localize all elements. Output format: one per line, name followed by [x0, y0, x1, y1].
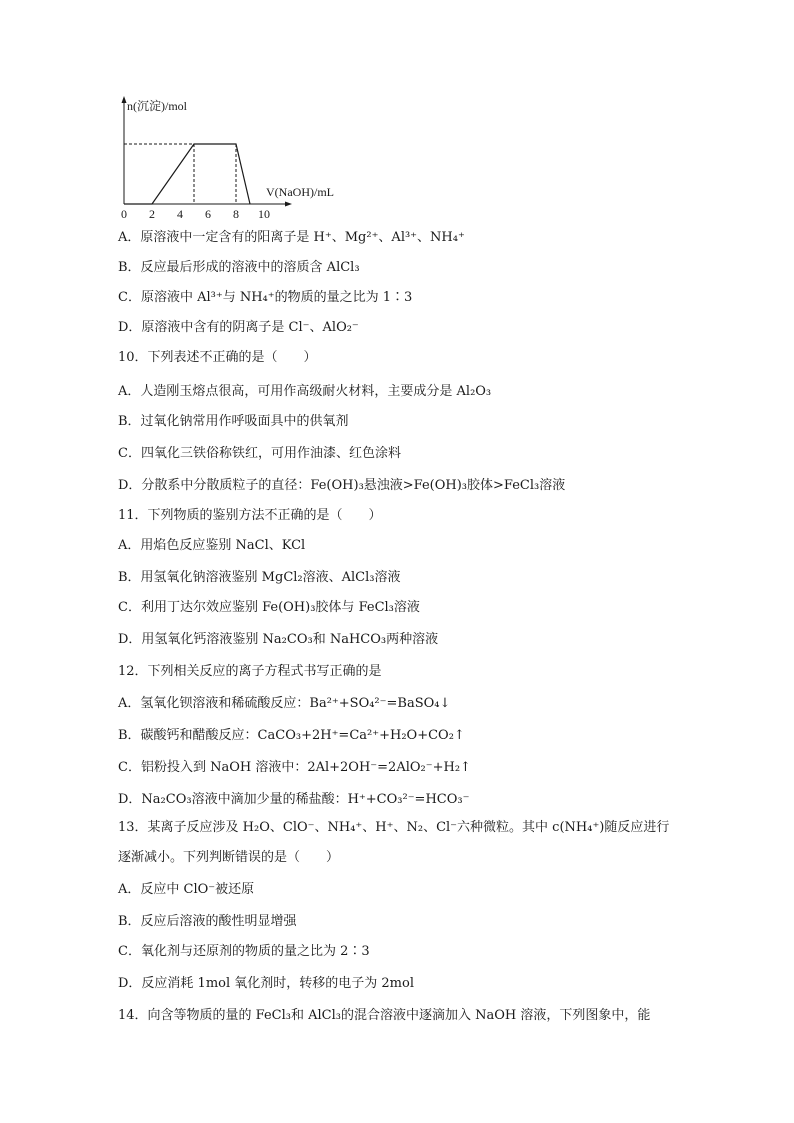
text-line: A．用焰色反应鉴别 NaCl、KCl	[118, 538, 306, 553]
text-line: 11．下列物质的鉴别方法不正确的是（ ）	[118, 508, 382, 523]
text-line: B．反应后溶液的酸性明显增强	[118, 914, 297, 929]
x-tick-label: 10	[258, 207, 270, 221]
x-tick-labels	[121, 207, 270, 221]
text-line: D．原溶液中含有的阴离子是 Cl⁻、AlO₂⁻	[118, 320, 359, 335]
dashed-guides	[124, 144, 236, 204]
x-axis-arrow	[285, 202, 292, 207]
text-line: A．原溶液中一定含有的阳离子是 H⁺、Mg²⁺、Al³⁺、NH₄⁺	[118, 230, 465, 245]
text-line: D．反应消耗 1mol 氧化剂时，转移的电子为 2mol	[118, 976, 414, 991]
x-tick-label: 2	[149, 207, 155, 221]
x-tick-label: 0	[121, 207, 127, 221]
text-line: D．用氢氧化钙溶液鉴别 Na₂CO₃和 NaHCO₃两种溶液	[118, 632, 439, 647]
text-line: B．碳酸钙和醋酸反应：CaCO₃+2H⁺=Ca²⁺+H₂O+CO₂↑	[118, 728, 465, 743]
text-line: 10．下列表述不正确的是（ ）	[118, 350, 317, 365]
text-line: A．氢氧化钡溶液和稀硫酸反应：Ba²⁺+SO₄²⁻=BaSO₄↓	[118, 696, 451, 711]
text-line: A．反应中 ClO⁻被还原	[118, 882, 255, 897]
precipitate-curve	[124, 144, 250, 204]
text-line: B．过氧化钠常用作呼吸面具中的供氧剂	[118, 414, 349, 429]
text-line: B．反应最后形成的溶液中的溶质含 AlCl₃	[118, 260, 360, 275]
y-axis-label: n(沉淀)/mol	[127, 99, 187, 113]
text-line: 逐渐减小。下列判断错误的是（ ）	[118, 850, 340, 865]
x-tick-label: 4	[177, 207, 183, 221]
text-line: 12．下列相关反应的离子方程式书写正确的是	[118, 664, 382, 679]
text-line: D．分散系中分散质粒子的直径：Fe(OH)₃悬浊液>Fe(OH)₃胶体>FeCl₃溶液	[118, 478, 566, 493]
y-axis-arrow	[122, 96, 127, 103]
text-line: C．氧化剂与还原剂的物质的量之比为 2∶3	[118, 944, 370, 959]
x-axis-label: V(NaOH)/mL	[266, 185, 334, 199]
text-line: C．四氧化三铁俗称铁红，可用作油漆、红色涂料	[118, 446, 401, 461]
text-line: 13．某离子反应涉及 H₂O、ClO⁻、NH₄⁺、H⁺、N₂、Cl⁻六种微粒。其中 c(NH₄⁺)随反应进行	[118, 820, 670, 835]
x-tick-label: 6	[205, 207, 211, 221]
text-line: C．原溶液中 Al³⁺与 NH₄⁺的物质的量之比为 1∶3	[118, 290, 413, 305]
precipitate-chart	[112, 92, 334, 222]
text-line: C．利用丁达尔效应鉴别 Fe(OH)₃胶体与 FeCl₃溶液	[118, 600, 420, 615]
text-line: A．人造刚玉熔点很高，可用作高级耐火材料，主要成分是 Al₂O₃	[118, 384, 492, 399]
text-line: 14．向含等物质的量的 FeCl₃和 AlCl₃的混合溶液中逐滴加入 NaOH 溶液，下列图象中，能	[118, 1008, 651, 1023]
text-line: D．Na₂CO₃溶液中滴加少量的稀盐酸：H⁺+CO₃²⁻=HCO₃⁻	[118, 792, 470, 807]
x-tick-label: 8	[233, 207, 239, 221]
text-line: B．用氢氧化钠溶液鉴别 MgCl₂溶液、AlCl₃溶液	[118, 570, 401, 585]
text-line: C．铝粉投入到 NaOH 溶液中：2Al+2OH⁻=2AlO₂⁻+H₂↑	[118, 760, 471, 775]
